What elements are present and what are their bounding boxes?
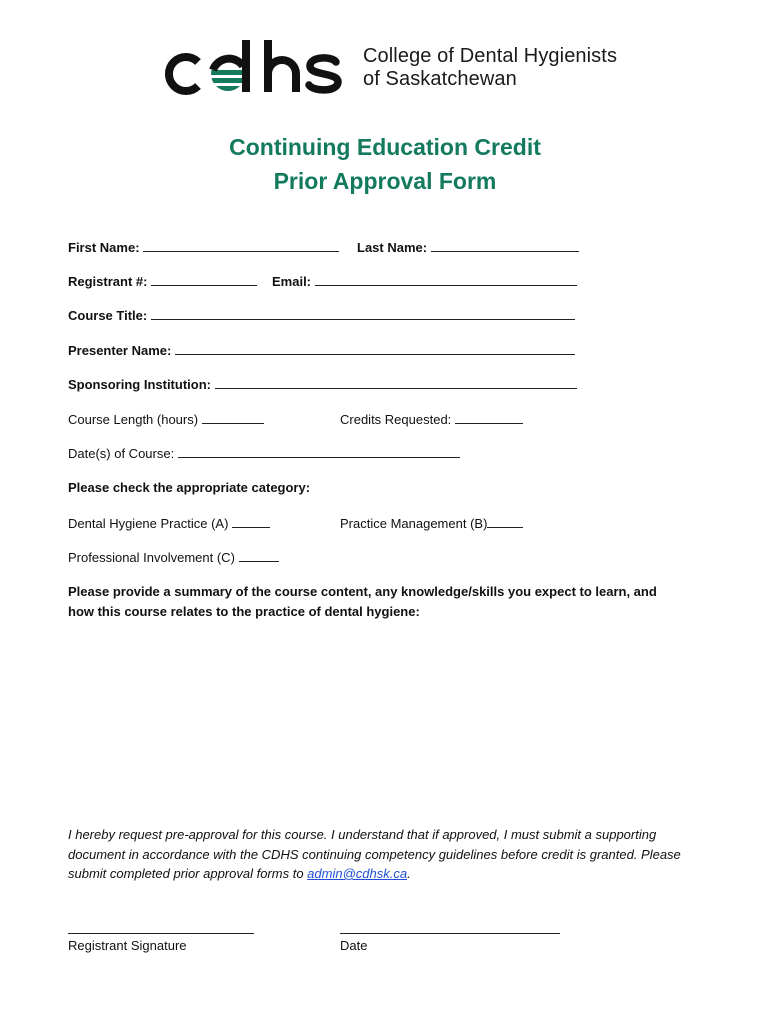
sponsoring-blank[interactable] — [215, 375, 577, 389]
credits-blank[interactable] — [455, 410, 523, 424]
form-title-line1: Continuing Education Credit — [229, 134, 541, 160]
first-name-label: First Name: — [68, 240, 140, 255]
credits-field[interactable] — [340, 410, 523, 429]
org-name-line1: College of Dental Hygienists — [363, 45, 618, 67]
declaration-line3-prefix: submit completed prior approval forms to — [68, 866, 304, 881]
course-length-label: Course Length (hours) — [68, 412, 199, 427]
org-name-line2: of Saskatchewan — [363, 68, 517, 90]
summary-prompt-line2: how this course relates to the practice of dental hygiene: — [68, 603, 420, 619]
dates-label: Date(s) of Course: — [68, 446, 175, 461]
declaration-text — [68, 825, 708, 884]
course-length-blank[interactable] — [202, 410, 264, 424]
summary-prompt-line1: Please provide a summary of the course content, any knowledge/skills you expect to learn, and — [68, 584, 657, 599]
option-b-blank[interactable] — [487, 514, 523, 528]
option-a-label: Dental Hygiene Practice (A) — [68, 516, 229, 531]
registrant-label: Registrant #: — [68, 274, 148, 289]
org-name — [363, 45, 617, 91]
category-option-a[interactable] — [68, 514, 270, 533]
email-label: Email: — [272, 274, 312, 289]
course-title-blank[interactable] — [151, 306, 575, 320]
email-blank[interactable] — [315, 272, 577, 286]
presenter-field[interactable] — [68, 341, 575, 360]
dates-blank[interactable] — [178, 444, 460, 458]
registrant-signature-line[interactable] — [68, 933, 254, 934]
course-length-field[interactable] — [68, 410, 264, 429]
last-name-blank[interactable] — [431, 238, 579, 252]
category-option-b[interactable] — [340, 514, 523, 533]
last-name-label: Last Name: — [357, 240, 428, 255]
declaration-line1: I hereby request pre-approval for this course. I understand that if approved, I must submit a supporting — [68, 827, 657, 842]
date-signature-line[interactable] — [340, 933, 560, 934]
summary-prompt — [68, 582, 708, 621]
category-heading: Please check the appropriate category: — [68, 480, 311, 495]
credits-label: Credits Requested: — [340, 412, 452, 427]
admin-email-link[interactable]: admin@cdhsk.ca — [307, 866, 408, 881]
first-name-blank[interactable] — [143, 238, 339, 252]
option-c-blank[interactable] — [239, 548, 279, 562]
presenter-label: Presenter Name: — [68, 343, 172, 358]
email-field[interactable] — [272, 272, 577, 291]
cdhs-wordmark-icon — [164, 34, 354, 100]
registrant-signature-label: Registrant Signature — [68, 938, 187, 953]
form-title-line2: Prior Approval Form — [273, 168, 497, 194]
registrant-field[interactable] — [68, 272, 257, 291]
registrant-blank[interactable] — [151, 272, 257, 286]
category-option-c[interactable] — [68, 548, 279, 567]
first-name-field[interactable] — [68, 238, 339, 257]
dates-field[interactable] — [68, 444, 460, 463]
date-label: Date — [340, 938, 368, 953]
presenter-blank[interactable] — [175, 341, 575, 355]
course-title-label: Course Title: — [68, 308, 148, 323]
sponsoring-label: Sponsoring Institution: — [68, 377, 211, 392]
declaration-line3 — [68, 864, 708, 884]
option-c-label: Professional Involvement (C) — [68, 550, 235, 565]
last-name-field[interactable] — [357, 238, 579, 257]
option-a-blank[interactable] — [232, 514, 270, 528]
declaration-line3-suffix: . — [407, 866, 411, 881]
course-title-field[interactable] — [68, 306, 575, 325]
summary-response-area[interactable] — [68, 630, 702, 810]
sponsoring-field[interactable] — [68, 375, 577, 394]
option-b-label: Practice Management (B) — [340, 516, 488, 531]
cdhs-logo — [164, 34, 664, 100]
declaration-line2: document in accordance with the CDHS continuing competency guidelines before credit is granted. Please — [68, 846, 681, 862]
